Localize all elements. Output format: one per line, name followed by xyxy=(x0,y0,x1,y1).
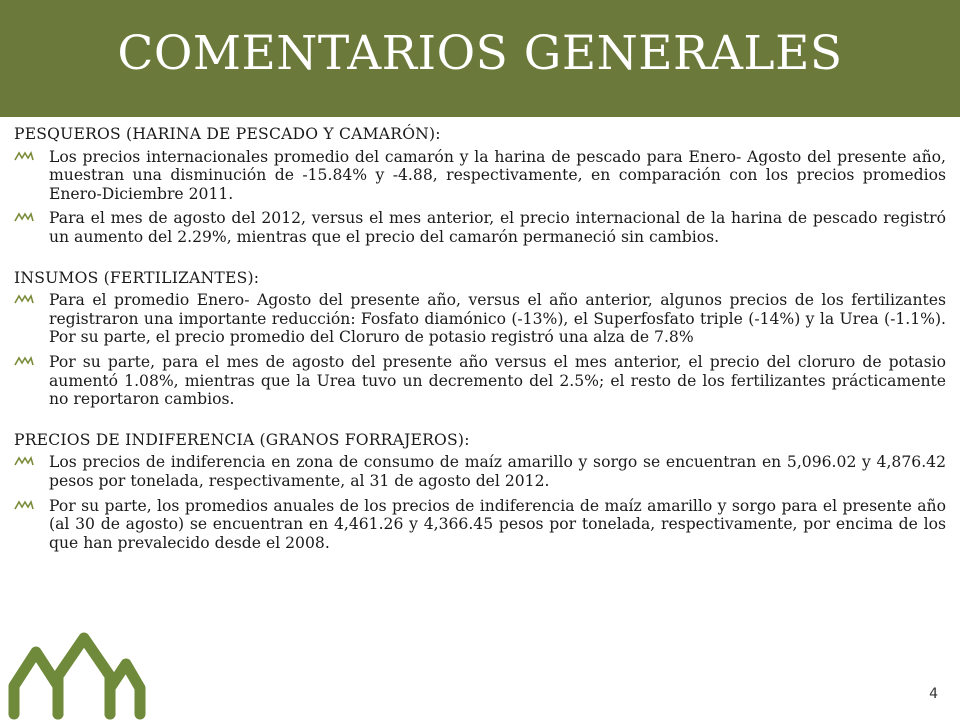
bullet-text: Los precios internacionales promedio del camarón y la harina de pescado para Enero- Agosto del presente año, muestran una disminución de -15.84% y -4.88, respectivamente, en comparación con los precios promedios Enero-Diciembre 2011. xyxy=(49,147,946,203)
bullet-text: Para el promedio Enero- Agosto del presente año, versus el año anterior, algunos precios de los fertilizantes registraron una importante reducción: Fosfato diamónico (-13%), el Superfosfato triple (-14%) y la Urea (-1.1%). Por su parte, el precio promedio del Cloruro de potasio registró una alza de 7.8% xyxy=(49,291,946,347)
section-pesqueros xyxy=(14,125,946,247)
bullet-item xyxy=(14,148,946,204)
slide-title: COMENTARIOS GENERALES xyxy=(117,26,843,81)
section-precios-indiferencia xyxy=(14,431,946,553)
bullet-item xyxy=(14,353,946,409)
section-insumos xyxy=(14,269,946,409)
bullet-item xyxy=(14,453,946,490)
section-heading: PESQUEROS (HARINA DE PESCADO Y CAMARÓN): xyxy=(14,125,441,143)
mountain-bullet-icon xyxy=(14,294,34,304)
mountains-logo xyxy=(6,616,146,720)
section-heading: INSUMOS (FERTILIZANTES): xyxy=(14,268,260,287)
page-number: 4 xyxy=(929,686,938,702)
section-heading: PRECIOS DE INDIFERENCIA (GRANOS FORRAJEROS): xyxy=(14,430,470,449)
bullet-text: Para el mes de agosto del 2012, versus el mes anterior, el precio internacional de la harina de pescado registró un aumento del 2.29%, mientras que el precio del camarón permaneció sin cambios. xyxy=(49,209,946,246)
bullet-item xyxy=(14,209,946,246)
mountain-bullet-icon xyxy=(14,212,34,222)
bullet-item xyxy=(14,291,946,347)
mountain-bullet-icon xyxy=(14,356,34,366)
bullet-text: Por su parte, los promedios anuales de los precios de indiferencia de maíz amarillo y sorgo para el presente año (al 30 de agosto) se encuentran en 4,461.26 y 4,366.45 pesos por tonelada, respectivamente, por encima de los que han prevalecido desde el 2008. xyxy=(49,496,946,552)
mountain-bullet-icon xyxy=(14,456,34,466)
slide-content xyxy=(14,125,946,574)
bullet-text: Por su parte, para el mes de agosto del presente año versus el mes anterior, el precio del cloruro de potasio aumentó 1.08%, mientras que la Urea tuvo un decremento del 2.5%; el resto de los fertilizantes prácticamente no reportaron cambios. xyxy=(49,352,946,409)
bullet-text: Los precios de indiferencia en zona de consumo de maíz amarillo y sorgo se encuentran en 5,096.02 y 4,876.42 pesos por tonelada, respectivamente, al 31 de agosto del 2012. xyxy=(49,453,946,490)
mountain-bullet-icon xyxy=(14,500,34,510)
mountain-bullet-icon xyxy=(14,151,34,161)
bullet-item xyxy=(14,497,946,553)
title-bar xyxy=(0,0,960,117)
